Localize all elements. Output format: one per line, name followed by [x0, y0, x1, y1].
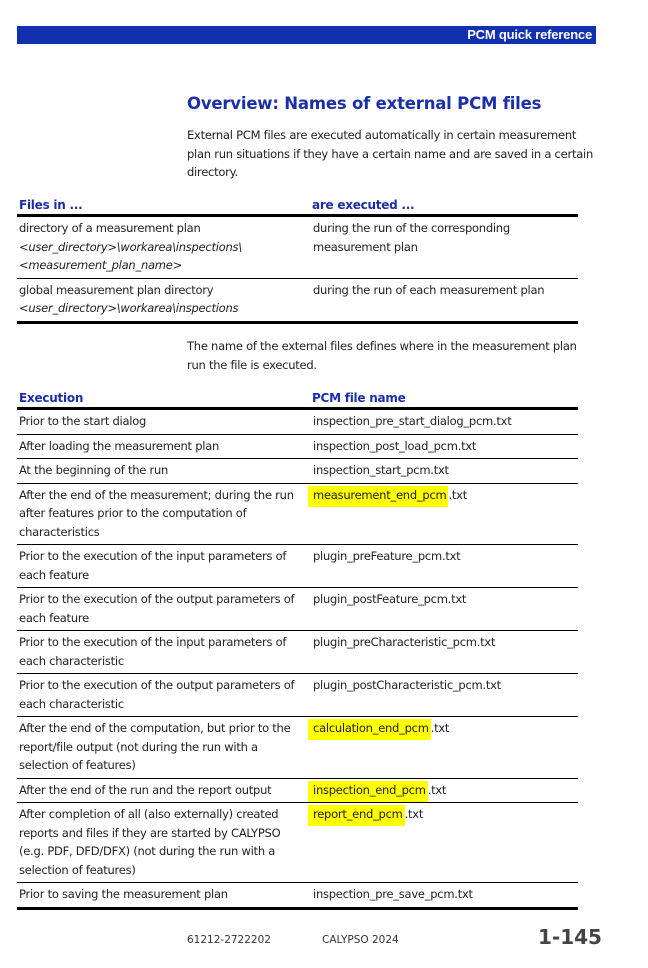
file-extension: .txt [448, 487, 467, 502]
executed-cell: during the run of the corresponding measurement plan [310, 216, 578, 279]
executed-cell: during the run of each measurement plan [310, 278, 578, 322]
pcm-file-name-cell: inspection_pre_save_pcm.txt [310, 883, 578, 909]
table-row [17, 216, 578, 279]
execution-cell: After loading the measurement plan [17, 434, 310, 459]
page-title: Overview: Names of external PCM files [187, 94, 542, 113]
pcm-file-name-cell [310, 717, 578, 779]
pcm-file-name-cell: inspection_post_load_pcm.txt [310, 434, 578, 459]
table-row [17, 717, 578, 779]
table-row [17, 778, 578, 803]
execution-cell: After the end of the run and the report output [17, 778, 310, 803]
header-bar [17, 26, 596, 44]
files-in-text: directory of a measurement plan [19, 221, 201, 235]
footer-product: CALYPSO 2024 [322, 934, 399, 946]
execution-cell: Prior to the start dialog [17, 409, 310, 435]
table-row [17, 434, 578, 459]
highlighted-file-name: calculation_end_pcm [308, 719, 431, 740]
execution-cell: Prior to the execution of the output parameters of each feature [17, 588, 310, 631]
pcm-file-name-cell: plugin_preFeature_pcm.txt [310, 545, 578, 588]
file-extension: .txt [404, 807, 424, 821]
intro-paragraph-2: The name of the external files defines where in the measurement plan run the file is executed. [187, 339, 577, 372]
files-in-cell [17, 278, 310, 322]
table-row [17, 803, 578, 883]
execution-cell: After the end of the measurement; during the run after features prior to the computation of characteristics [17, 483, 310, 545]
directories-table [17, 197, 578, 324]
pcm-file-name-cell: inspection_pre_start_dialog_pcm.txt [310, 409, 578, 435]
files-in-text: global measurement plan directory [19, 282, 214, 297]
pcm-file-name-cell: plugin_postCharacteristic_pcm.txt [310, 674, 578, 717]
execution-cell: After completion of all (also externally) created reports and files if they are started by CALYPSO (e.g. PDF, DFD/DFX) (not during the run with a selection of features) [17, 803, 310, 883]
table-row [17, 883, 578, 909]
column-header-execution: Execution [17, 390, 310, 409]
files-in-cell [17, 216, 310, 279]
execution-cell: Prior to saving the measurement plan [17, 883, 310, 909]
highlighted-file-name: inspection_end_pcm [308, 781, 428, 802]
execution-cell: After the end of the computation, but prior to the report/file output (not during the run with a selection of features) [17, 717, 310, 779]
table-header-row [17, 390, 578, 409]
table-header-row [17, 197, 578, 216]
highlighted-file-name: measurement_end_pcm [308, 486, 448, 507]
execution-cell: Prior to the execution of the input parameters of each feature [17, 545, 310, 588]
table-row [17, 459, 578, 484]
highlighted-file-name: report_end_pcm [308, 805, 405, 826]
execution-cell: At the beginning of the run [17, 459, 310, 484]
pcm-file-name-cell [310, 778, 578, 803]
execution-cell: Prior to the execution of the input parameters of each characteristic [17, 631, 310, 674]
file-extension: .txt [427, 782, 447, 797]
directory-path: <user_directory>\workarea\inspections [19, 301, 239, 315]
pcm-file-name-cell [310, 483, 578, 545]
footer-document-number: 61212-2722202 [187, 934, 271, 946]
intro-paragraph: External PCM files are executed automatically in certain measurement plan run situations if they have a certain name and are saved in a certain directory. [187, 128, 593, 179]
execution-table [17, 390, 578, 910]
table-row [17, 631, 578, 674]
pcm-file-name-cell: plugin_postFeature_pcm.txt [310, 588, 578, 631]
table-row [17, 483, 578, 545]
file-extension: .txt [430, 721, 450, 735]
table-row [17, 278, 578, 322]
pcm-file-name-cell: plugin_preCharacteristic_pcm.txt [310, 631, 578, 674]
pcm-file-name-cell: inspection_start_pcm.txt [310, 459, 578, 484]
column-header-pcm-file-name: PCM file name [310, 390, 578, 409]
execution-cell: Prior to the execution of the output parameters of each characteristic [17, 674, 310, 717]
header-title: PCM quick reference [467, 27, 592, 42]
table-row [17, 545, 578, 588]
table-row [17, 588, 578, 631]
directory-path: <user_directory>\workarea\inspections\<measurement_plan_name> [19, 239, 242, 272]
table-row [17, 409, 578, 435]
footer-page-number: 1-145 [538, 925, 602, 949]
pcm-file-name-cell [310, 803, 578, 883]
column-header-are-executed: are executed ... [310, 197, 578, 216]
column-header-files-in: Files in ... [17, 197, 310, 216]
table-row [17, 674, 578, 717]
